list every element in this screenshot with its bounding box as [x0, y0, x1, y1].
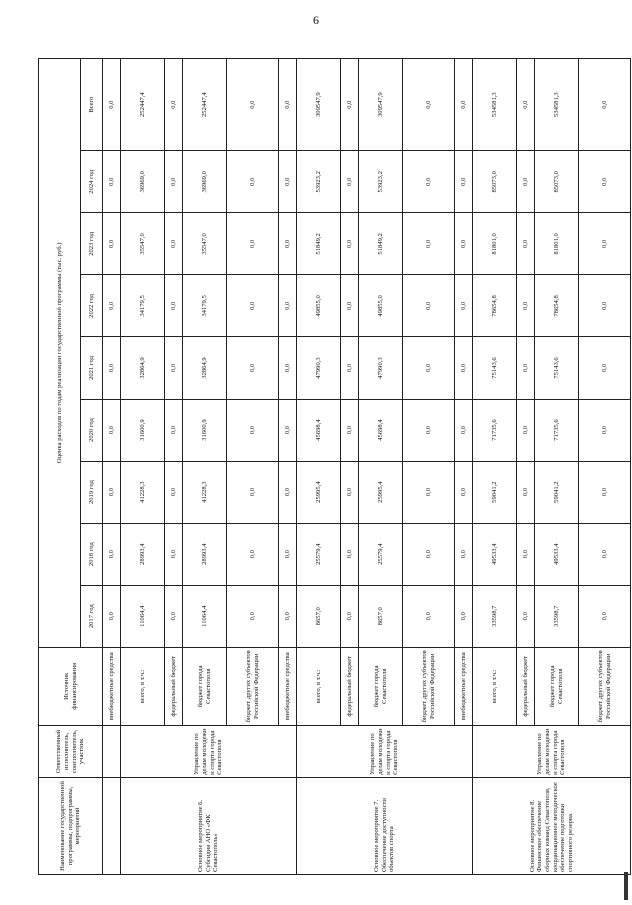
page-number: 6	[313, 13, 319, 27]
value-cell: 0,0	[341, 213, 359, 275]
value-cell: 0,0	[165, 275, 183, 337]
funding-source-cell: внебюджетные средства	[103, 647, 121, 725]
value-cell: 0,0	[227, 213, 279, 275]
value-cell: 0,0	[165, 213, 183, 275]
funding-source-cell: внебюджетные средства	[279, 647, 297, 725]
funding-source-cell: бюджет других субъектов Российской Федерации	[227, 647, 279, 725]
value-cell: 11064,4	[183, 585, 227, 647]
value-cell: 36969,0	[183, 151, 227, 213]
value-cell: 0,0	[103, 523, 121, 585]
value-cell: 59041,2	[535, 461, 579, 523]
value-cell: 0,0	[165, 523, 183, 585]
value-cell: 33598,7	[473, 585, 517, 647]
value-cell: 28993,4	[121, 523, 165, 585]
value-cell: 0,0	[103, 399, 121, 461]
funding-source-cell: федеральный бюджет	[341, 647, 359, 725]
value-cell: 41228,3	[183, 461, 227, 523]
value-cell: 0,0	[517, 399, 535, 461]
value-cell: 0,0	[165, 59, 183, 151]
executor-cell: Управление по делам молодежи и спорта города Севастополя	[473, 725, 631, 777]
table-row	[473, 59, 517, 875]
value-cell: 0,0	[279, 337, 297, 399]
table-body	[103, 59, 631, 875]
value-cell: 0,0	[517, 523, 535, 585]
funding-source-cell: внебюджетные средства	[455, 647, 473, 725]
value-cell: 25579,4	[297, 523, 341, 585]
value-cell: 0,0	[579, 523, 631, 585]
value-cell: 0,0	[517, 337, 535, 399]
value-cell: 59041,2	[473, 461, 517, 523]
funding-source-cell: бюджет других субъектов Российской Федерации	[579, 647, 631, 725]
value-cell: 0,0	[579, 213, 631, 275]
value-cell: 0,0	[455, 213, 473, 275]
value-cell: 0,0	[279, 59, 297, 151]
value-cell: 0,0	[517, 59, 535, 151]
table-row	[103, 59, 121, 875]
value-cell: 0,0	[455, 275, 473, 337]
value-cell: 0,0	[403, 585, 455, 647]
value-cell: 0,0	[579, 275, 631, 337]
value-cell: 75143,6	[473, 337, 517, 399]
value-cell: 0,0	[227, 461, 279, 523]
value-cell: 0,0	[165, 151, 183, 213]
value-cell: 41228,3	[121, 461, 165, 523]
value-cell: 0,0	[455, 461, 473, 523]
funding-source-cell: федеральный бюджет	[517, 647, 535, 725]
value-cell: 36969,0	[121, 151, 165, 213]
value-cell: 0,0	[227, 59, 279, 151]
value-cell: 81801,0	[535, 213, 579, 275]
value-cell: 0,0	[403, 213, 455, 275]
value-cell: 45698,4	[297, 399, 341, 461]
value-cell: 47990,3	[359, 337, 403, 399]
value-cell: 0,0	[341, 461, 359, 523]
executor-cell: Управление по делам молодежи и спорта города Севастополя	[121, 725, 297, 777]
funding-source-cell: всего, в т.ч.:	[473, 647, 517, 725]
value-cell: 0,0	[579, 585, 631, 647]
value-cell: 0,0	[227, 275, 279, 337]
value-cell: 0,0	[165, 585, 183, 647]
value-cell: 85073,0	[535, 151, 579, 213]
value-cell: 0,0	[165, 337, 183, 399]
value-cell: 0,0	[341, 275, 359, 337]
value-cell: 25995,4	[297, 461, 341, 523]
value-cell: 11064,4	[121, 585, 165, 647]
value-cell: 0,0	[103, 585, 121, 647]
measure-name-cell: Основное мероприятие 8. Финансовое обеспечение сборных команд Севастополя, координационное методическое обеспечение подготовки спортивного резерва	[473, 777, 631, 874]
value-cell: 0,0	[341, 585, 359, 647]
value-cell: 78654,8	[473, 275, 517, 337]
value-cell: 45698,4	[359, 399, 403, 461]
value-cell: 0,0	[279, 523, 297, 585]
value-cell: 0,0	[227, 337, 279, 399]
value-cell: 0,0	[403, 523, 455, 585]
header-year: 2023 год	[81, 213, 103, 275]
table-container	[38, 58, 612, 875]
value-cell: 0,0	[103, 337, 121, 399]
header-year: 2022 год	[81, 275, 103, 337]
value-cell: 31600,9	[121, 399, 165, 461]
value-cell: 0,0	[579, 59, 631, 151]
header-row-top	[39, 59, 81, 875]
value-cell: 0,0	[579, 461, 631, 523]
value-cell: 0,0	[579, 337, 631, 399]
value-cell: 0,0	[455, 59, 473, 151]
header-year: 2020 год	[81, 399, 103, 461]
measure-name-cell: Основное мероприятие 6. Субсидия АНО «ФК Севастополь»	[121, 777, 297, 874]
value-cell: 8657,0	[297, 585, 341, 647]
value-cell: 534581,3	[535, 59, 579, 151]
header-year: 2024 год	[81, 151, 103, 213]
value-cell: 0,0	[403, 151, 455, 213]
value-cell: 0,0	[103, 59, 121, 151]
value-cell: 33598,7	[535, 585, 579, 647]
table-row	[297, 59, 341, 875]
value-cell: 252447,4	[183, 59, 227, 151]
value-cell: 0,0	[227, 523, 279, 585]
header-estimate: Оценка расходов по годам реализации государственной программы (тыс. руб.)	[39, 59, 81, 648]
expenditure-table	[38, 58, 631, 875]
value-cell: 75143,6	[535, 337, 579, 399]
value-cell: 0,0	[517, 585, 535, 647]
executor-cell: Управление по делам молодежи и спорта города Севастополя	[297, 725, 473, 777]
value-cell: 35547,0	[183, 213, 227, 275]
header-year: 2018 год	[81, 523, 103, 585]
value-cell: 0,0	[279, 585, 297, 647]
value-cell: 0,0	[455, 399, 473, 461]
value-cell: 0,0	[517, 213, 535, 275]
value-cell: 0,0	[403, 461, 455, 523]
header-year: Всего	[81, 59, 103, 151]
funding-source-cell: всего, в т.ч.:	[121, 647, 165, 725]
value-cell: 0,0	[455, 585, 473, 647]
value-cell: 85073,0	[473, 151, 517, 213]
value-cell: 0,0	[103, 151, 121, 213]
value-cell: 0,0	[341, 151, 359, 213]
value-cell: 309547,9	[359, 59, 403, 151]
value-cell: 0,0	[279, 151, 297, 213]
value-cell: 0,0	[227, 585, 279, 647]
value-cell: 32864,9	[183, 337, 227, 399]
value-cell: 0,0	[227, 151, 279, 213]
value-cell: 53923,2	[297, 151, 341, 213]
value-cell: 0,0	[165, 399, 183, 461]
value-cell: 81801,0	[473, 213, 517, 275]
funding-source-cell: федеральный бюджет	[165, 647, 183, 725]
value-cell: 47990,3	[297, 337, 341, 399]
value-cell: 71735,6	[535, 399, 579, 461]
value-cell: 28993,4	[183, 523, 227, 585]
value-cell: 0,0	[279, 399, 297, 461]
value-cell: 0,0	[403, 399, 455, 461]
value-cell: 0,0	[517, 461, 535, 523]
value-cell: 0,0	[455, 151, 473, 213]
header-year: 2019 год	[81, 461, 103, 523]
value-cell: 0,0	[403, 59, 455, 151]
value-cell: 0,0	[579, 399, 631, 461]
value-cell: 0,0	[227, 399, 279, 461]
value-cell: 0,0	[341, 523, 359, 585]
header-name: Наименование государственной программы, подпрограммы, мероприятий	[39, 777, 103, 874]
header-executor: Ответственный исполнитель, соисполнитель, участник	[39, 725, 103, 777]
value-cell: 25579,4	[359, 523, 403, 585]
value-cell: 0,0	[279, 461, 297, 523]
value-cell: 31600,9	[183, 399, 227, 461]
header-source: Источник финансирования	[39, 647, 103, 725]
value-cell: 0,0	[103, 275, 121, 337]
header-year: 2021 год	[81, 337, 103, 399]
value-cell: 0,0	[455, 523, 473, 585]
value-cell: 49533,4	[535, 523, 579, 585]
funding-source-cell: бюджет города Севастополя	[183, 647, 227, 725]
value-cell: 0,0	[279, 213, 297, 275]
value-cell: 0,0	[341, 337, 359, 399]
funding-source-cell: всего, в т.ч.:	[297, 647, 341, 725]
value-cell: 0,0	[517, 275, 535, 337]
value-cell: 51849,2	[297, 213, 341, 275]
value-cell: 51849,2	[359, 213, 403, 275]
value-cell: 309547,9	[297, 59, 341, 151]
funding-source-cell: бюджет города Севастополя	[535, 647, 579, 725]
value-cell: 0,0	[403, 275, 455, 337]
rotated-landscape-page	[38, 58, 612, 875]
funding-source-cell: бюджет города Севастополя	[359, 647, 403, 725]
value-cell: 0,0	[103, 461, 121, 523]
value-cell: 8657,0	[359, 585, 403, 647]
value-cell: 0,0	[341, 59, 359, 151]
executor-cell	[103, 725, 121, 777]
value-cell: 0,0	[341, 399, 359, 461]
value-cell: 534581,3	[473, 59, 517, 151]
funding-source-cell: бюджет других субъектов Российской Федерации	[403, 647, 455, 725]
measure-name-cell: Основное мероприятие 7. Обеспечение доступности объектов спорта	[297, 777, 473, 874]
value-cell: 49855,0	[297, 275, 341, 337]
value-cell: 78654,8	[535, 275, 579, 337]
value-cell: 0,0	[517, 151, 535, 213]
value-cell: 53923,2	[359, 151, 403, 213]
scan-artifact	[624, 872, 628, 900]
value-cell: 252447,4	[121, 59, 165, 151]
value-cell: 0,0	[455, 337, 473, 399]
value-cell: 71735,6	[473, 399, 517, 461]
value-cell: 35547,0	[121, 213, 165, 275]
value-cell: 34179,5	[121, 275, 165, 337]
value-cell: 32864,9	[121, 337, 165, 399]
measure-name-cell	[103, 777, 121, 874]
value-cell: 0,0	[403, 337, 455, 399]
value-cell: 0,0	[279, 275, 297, 337]
value-cell: 0,0	[165, 461, 183, 523]
header-year: 2017 год	[81, 585, 103, 647]
value-cell: 25995,4	[359, 461, 403, 523]
value-cell: 49533,4	[473, 523, 517, 585]
value-cell: 49855,0	[359, 275, 403, 337]
value-cell: 0,0	[579, 151, 631, 213]
table-row	[121, 59, 165, 875]
value-cell: 0,0	[103, 213, 121, 275]
value-cell: 34179,5	[183, 275, 227, 337]
